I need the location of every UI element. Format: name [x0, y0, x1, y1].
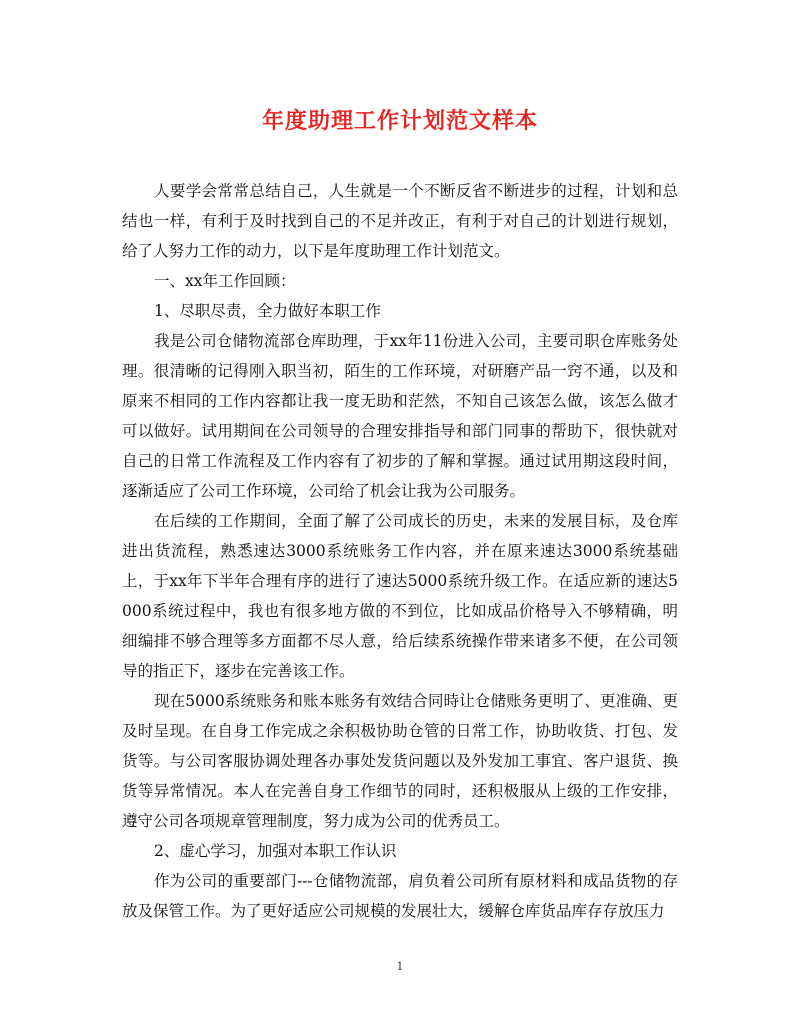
document-body — [122, 176, 678, 926]
item-heading-learning: 2、虚心学习，加强对本职工作认识 — [154, 842, 397, 860]
duty-paragraph-1: 我是公司仓储物流部仓库助理，于xx年11份进入公司，主要司职仓库账务处理。很清晰的记得刚入职当初，陌生的工作环境，对研磨产品一窍不通，以及和原来不相同的工作内容都让我一度无助和茫然，不知自己该怎么做，该怎么做才可以做好。试用期间在公司领导的合理安排指导和部门同事的帮助下，很快就对自己的日常工作流程及工作内容有了初步的了解和掌握。通过试用期这段时间，逐渐适应了公司工作环境，公司给了机会让我为公司服务。 — [122, 332, 678, 500]
document-title: 年度助理工作计划范文样本 — [261, 108, 538, 134]
section-heading-review: 一、xx年工作回顾： — [154, 272, 296, 290]
item-heading-duty: 1、尽职尽责，全力做好本职工作 — [154, 302, 381, 320]
intro-paragraph: 人要学会常常总结自己，人生就是一个不断反省不断进步的过程，计划和总结也一样，有利于及时找到自己的不足并改正，有利于对自己的计划进行规划，给了人努力工作的动力，以下是年度助理工作计划范文。 — [122, 182, 678, 260]
duty-paragraph-3: 现在5000系统账务和账本账务有效结合同時让仓储账务更明了、更准确、更及时呈现。在自身工作完成之余积极协助仓管的日常工作，协助收货、打包、发货等。与公司客服协调处理各办事处发货问题以及外发加工事宜、客户退货、换货等异常情况。本人在完善自身工作细节的同时，还积极服从上级的工作安排，遵守公司各项规章管理制度，努力成为公司的优秀员工。 — [122, 692, 678, 830]
learning-paragraph-1: 作为公司的重要部门---仓储物流部，肩负着公司所有原材料和成品货物的存放及保管工作。为了更好适应公司规模的发展壮大，缓解仓库货品库存存放压力 — [122, 872, 678, 920]
duty-paragraph-2: 在后续的工作期间，全面了解了公司成长的历史，未来的发展目标，及仓库进出货流程，熟悉速达3000系统账务工作内容，并在原来速达3000系统基础上，于xx年下半年合理有序的进行了速达5000系统升级工作。在适应新的速达5000系统过程中，我也有很多地方做的不到位，比如成品价格导入不够精确，明细编排不够合理等多方面都不尽人意，给后续系统操作带来诸多不便，在公司领导的指正下，逐步在完善该工作。 — [122, 512, 678, 680]
page-number: 1 — [396, 960, 404, 973]
